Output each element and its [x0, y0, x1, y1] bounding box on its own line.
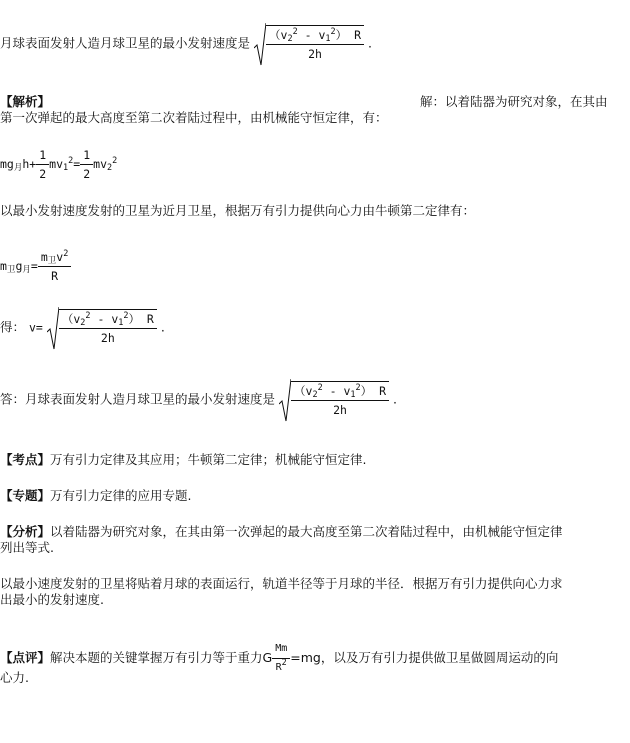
answer-line-top: 月球表面发射人造月球卫星的最小发射速度是 $\frac{(v_2^2 - v_1^2) R}{2h}$ . — [0, 22, 372, 66]
radical-sign — [47, 306, 59, 350]
radical-sign — [254, 22, 266, 66]
equation-newton: $m_卫g_月=$ $\frac{m_卫v^2}{R}$ — [0, 248, 71, 285]
dianping-line2: 心力. — [0, 670, 29, 685]
sqrt-formula-3: $\frac{(v_2^2 - v_1^2) R}{2h}$ — [279, 378, 389, 422]
final-answer-line: 答：月球表面发射人造月球卫星的最小发射速度是 $\frac{(v_2^2 - v_1^2) R}{2h}$ . — [0, 378, 397, 422]
fenxi-line2: 列出等式. — [0, 540, 54, 555]
fenxi-line1: 【分析】以着陆器为研究对象，在其由第一次弹起的最大高度至第二次着陆过程中，由机械能守恒定律 — [0, 524, 563, 539]
fenxi-line3: 以最小速度发射的卫星将贴着月球的表面运行，轨道半径等于月球的半径．根据万有引力提供向心力求 — [0, 576, 563, 591]
radical-sign — [279, 378, 291, 422]
dianping-line1: 【点评】解决本题的关键掌握万有引力等于重力G $\frac{Mm}{R^2}$ =mg，以及万有引力提供做卫星做圆周运动的向 — [0, 640, 558, 677]
fenxi-line4: 出最小的发射速度. — [0, 592, 104, 607]
analysis-heading: 【解析】 — [0, 94, 51, 109]
kaodian-section: 【考点】万有引力定律及其应用；牛顿第二定律；机械能守恒定律. — [0, 452, 367, 467]
solve-label: 解：以着陆器为研究对象，在其由 — [420, 94, 608, 109]
equation-energy: $mg_月h+$ $\frac{1}{2}$ $mv_1^2=$ $\frac{1}{2}$ $mv_2^2$ — [0, 148, 118, 181]
zhuanti-section: 【专题】万有引力定律的应用专题. — [0, 488, 192, 503]
sqrt-formula-2: $\frac{(v_2^2 - v_1^2) R}{2h}$ — [47, 306, 157, 350]
answer-text: 月球表面发射人造月球卫星的最小发射速度是 — [0, 35, 251, 51]
result-line: 得： v= $\frac{(v_2^2 - v_1^2) R}{2h}$ . — [0, 306, 165, 350]
analysis-line2: 第一次弹起的最大高度至第二次着陆过程中，由机械能守恒定律，有： — [0, 110, 388, 125]
analysis-line3: 以最小发射速度发射的卫星为近月卫星，根据万有引力提供向心力由牛顿第二定律有： — [0, 203, 476, 218]
sqrt-formula: $\frac{(v_2^2 - v_1^2) R}{2h}$ — [254, 22, 364, 66]
